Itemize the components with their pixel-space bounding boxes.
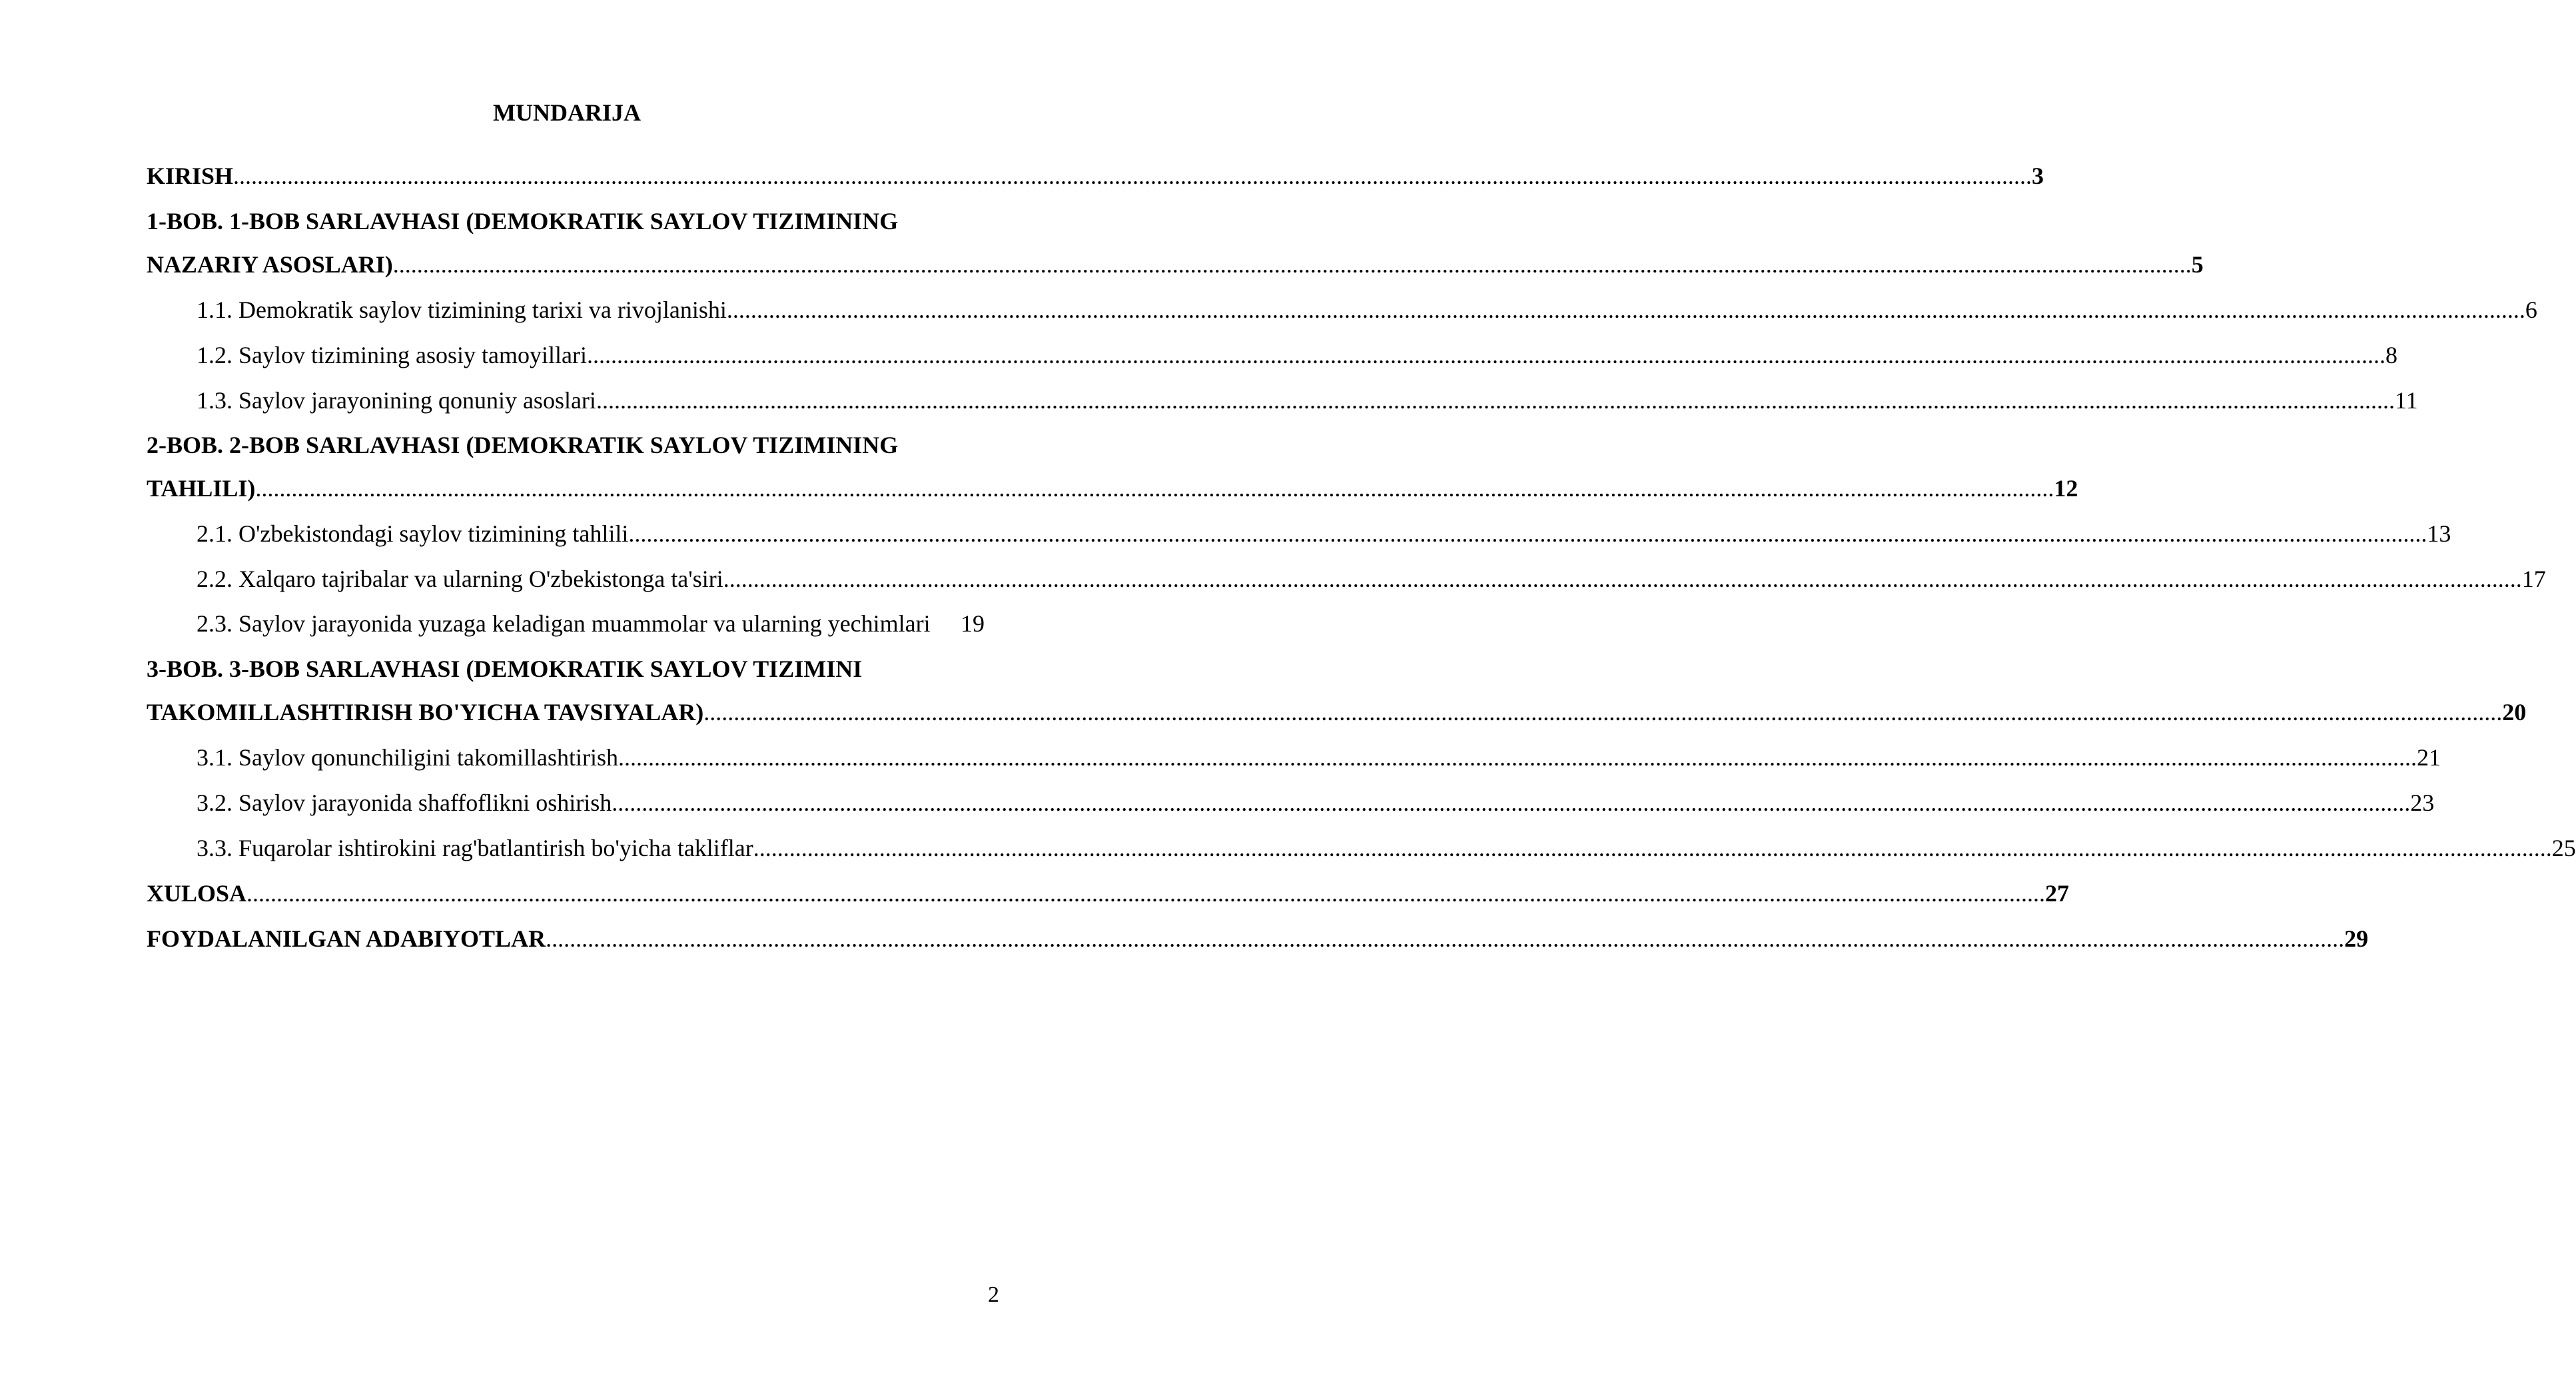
toc-entry-chapter1[interactable] [147, 248, 2204, 280]
toc-entry-kirish[interactable] [147, 160, 2044, 192]
toc-entry-label: 3.3. Fuqarolar ishtirokini rag'batlantirish bo'yicha takliflar [197, 835, 753, 861]
toc-entry-3-2[interactable] [197, 787, 2435, 819]
toc-entry-chapter3[interactable] [147, 696, 2527, 728]
toc-entry-xulosa[interactable] [147, 877, 2070, 909]
dot-leader: ............................................................................................................................................................................................................................................................................................................ [586, 342, 2385, 368]
dot-leader: ............................................................................................................................................................................................................................................................................................................ [628, 520, 2427, 547]
toc-page-number: 11 [2394, 387, 2418, 414]
dot-leader: ............................................................................................................................................................................................................................................................................................................ [392, 251, 2192, 278]
toc-chapter2-heading-line1[interactable]: 2-BOB. 2-BOB SARLAVHASI (DEMOKRATIK SAYLOV TIZIMINING [147, 432, 899, 458]
toc-page-number: 12 [2054, 475, 2078, 502]
toc-entry-label: TAKOMILLASHTIRISH BO'YICHA TAVSIYALAR) [147, 699, 704, 725]
dot-leader: ............................................................................................................................................................................................................................................................................................................ [233, 163, 2032, 189]
toc-entry-3-3[interactable] [197, 832, 2576, 864]
toc-page-number: 5 [2191, 251, 2204, 278]
toc-entry-1-2[interactable] [197, 339, 2397, 371]
toc-entry-label: XULOSA [147, 880, 247, 907]
dot-leader: ............................................................................................................................................................................................................................................................................................................ [612, 789, 2411, 816]
toc-entry-label: 1.1. Demokratik saylov tizimining tarixi va rivojlanishi [197, 296, 727, 323]
toc-entry-2-3[interactable] [197, 608, 931, 640]
toc-page-number: 19 [961, 610, 985, 637]
toc-entry-2-1[interactable] [197, 518, 2451, 550]
toc-page-number: 17 [2521, 566, 2546, 592]
toc-entry-label: 3.2. Saylov jarayonida shaffoflikni oshirish [197, 789, 612, 816]
dot-leader: ............................................................................................................................................................................................................................................................................................................ [703, 699, 2503, 725]
toc-chapter1-heading-line1[interactable]: 1-BOB. 1-BOB SARLAVHASI (DEMOKRATIK SAYLOV TIZIMINING [147, 208, 899, 234]
toc-entry-label: 1.3. Saylov jarayonining qonuniy asoslari [197, 387, 596, 414]
toc-entry-2-2[interactable] [197, 563, 2546, 595]
toc-entry-label: 2.3. Saylov jarayonida yuzaga keladigan muammolar va ularning yechimlari [197, 610, 931, 637]
dot-leader: ............................................................................................................................................................................................................................................................................................................ [246, 880, 2046, 907]
dot-leader: ............................................................................................................................................................................................................................................................................................................ [596, 387, 2395, 414]
dot-leader: ............................................................................................................................................................................................................................................................................................................ [726, 296, 2525, 323]
toc-entry-label: TAHLILI) [147, 475, 256, 502]
toc-page-number: 3 [2032, 163, 2044, 189]
toc-page-number: 8 [2385, 342, 2397, 368]
toc-entry-1-1[interactable] [197, 294, 2537, 326]
toc-entry-adabiyotlar[interactable] [147, 923, 2369, 955]
toc-page-number: 13 [2427, 520, 2451, 547]
toc-entry-1-3[interactable] [197, 384, 2418, 416]
toc-entry-label: 2.1. O'zbekistondagi saylov tizimining tahlili [197, 520, 629, 547]
dot-leader: ............................................................................................................................................................................................................................................................................................................ [723, 566, 2522, 592]
toc-page-number: 21 [2416, 744, 2441, 771]
toc-page-number: 25 [2551, 835, 2576, 861]
toc-page-number: 6 [2525, 296, 2537, 323]
toc-page-number: 27 [2045, 880, 2070, 907]
page-title: MUNDARIJA [493, 99, 641, 126]
toc-entry-label: 2.2. Xalqaro tajribalar va ularning O'zbekistonga ta'siri [197, 566, 723, 592]
dot-leader: ............................................................................................................................................................................................................................................................................................................ [255, 475, 2054, 502]
toc-entry-label: FOYDALANILGAN ADABIYOTLAR [147, 925, 546, 952]
dot-leader: ............................................................................................................................................................................................................................................................................................................ [753, 835, 2552, 861]
toc-entry-label: 3.1. Saylov qonunchiligini takomillashtirish [197, 744, 618, 771]
dot-leader: ............................................................................................................................................................................................................................................................................................................ [546, 925, 2345, 952]
toc-entry-label: 1.2. Saylov tizimining asosiy tamoyillari [197, 342, 587, 368]
toc-chapter3-heading-line1[interactable]: 3-BOB. 3-BOB SARLAVHASI (DEMOKRATIK SAYLOV TIZIMINI [147, 656, 863, 682]
dot-leader: ............................................................................................................................................................................................................................................................................................................ [618, 744, 2417, 771]
page-number: 2 [988, 1282, 999, 1307]
toc-entry-label: KIRISH [147, 163, 234, 189]
toc-entry-label: NAZARIY ASOSLARI) [147, 251, 393, 278]
toc-page-number: 20 [2502, 699, 2527, 725]
toc-page-number: 23 [2410, 789, 2435, 816]
toc-page-number: 29 [2344, 925, 2369, 952]
toc-entry-chapter2[interactable] [147, 472, 2078, 504]
toc-entry-3-1[interactable] [197, 741, 2441, 773]
